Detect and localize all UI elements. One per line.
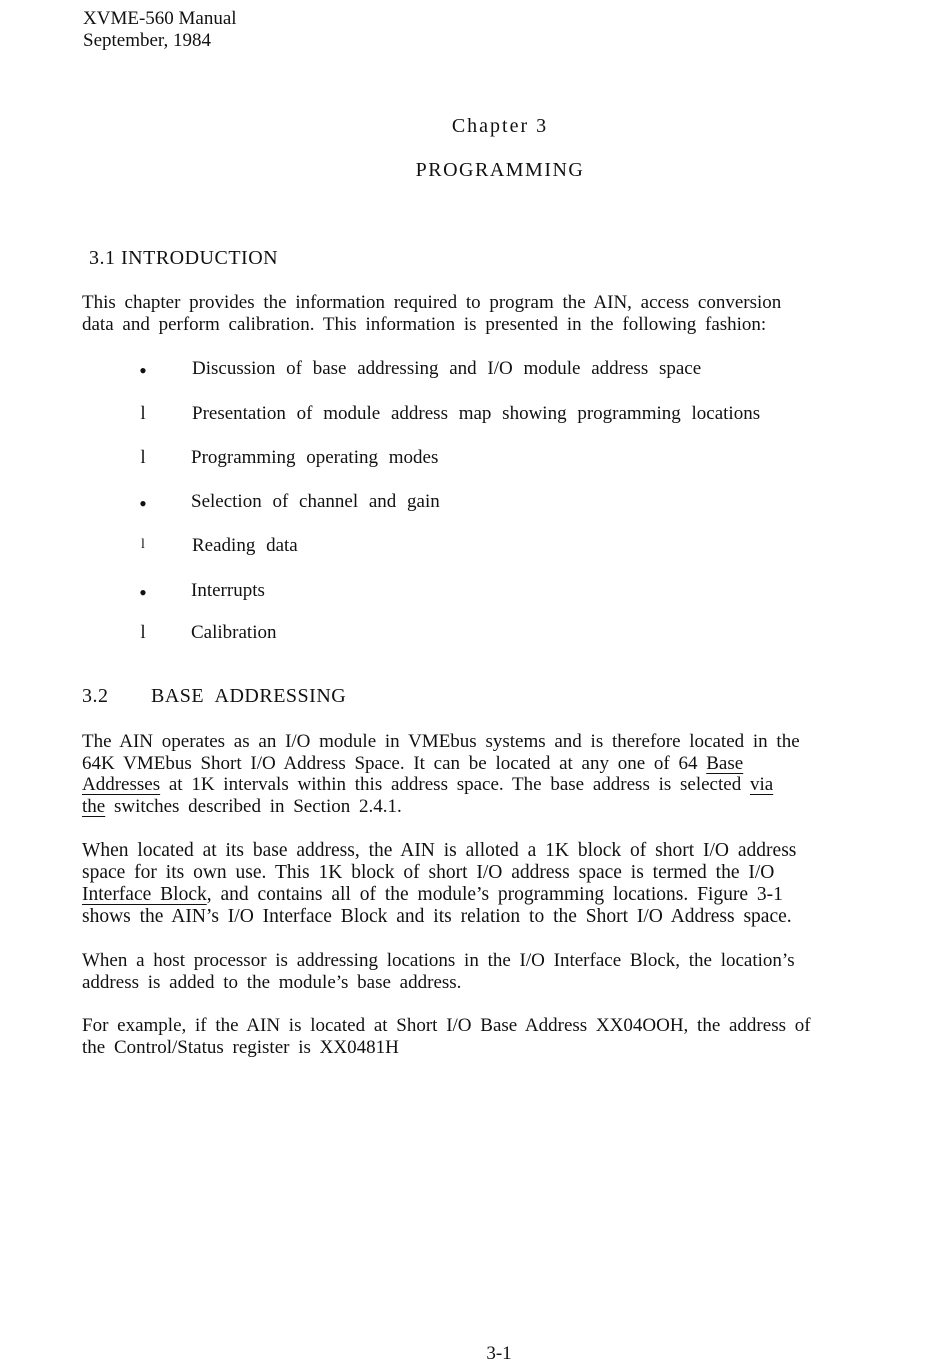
para4-line-2: the Control/Status register is XX0481H [82,1037,399,1058]
chapter-label: Chapter 3 [451,115,549,137]
list-item [0,533,950,559]
underlined-text: Base [706,752,744,774]
para3-line-2: address is added to the module’s base address. [82,972,462,993]
list-item-text: Discussion of base addressing and I/O module address space [192,358,702,379]
bullet-dot-icon [133,358,153,384]
intro-line-2: data and perform calibration. This information is presented in the following fashion: [82,314,767,335]
list-item-text: Selection of channel and gain [191,491,440,512]
list-item-text: Interrupts [191,580,265,601]
manual-title: XVME-560 Manual [83,8,237,29]
underlined-text: Interface Block [82,884,207,905]
para1-line-3-text: at 1K intervals within this address space. The base address is selected [160,774,750,795]
section-3-2-title: BASE ADDRESSING [151,685,347,707]
para1-line-1: The AIN operates as an I/O module in VMEbus systems and is therefore located in the [82,731,800,752]
intro-paragraph [82,292,781,336]
para1-line-2 [82,753,800,775]
list-item-text: Calibration [191,622,277,643]
section-3-1-heading: 3.1 INTRODUCTION [89,247,279,269]
list-item-marker: l [141,537,145,552]
para4-line-1: For example, if the AIN is located at Short I/O Base Address XX04OOH, the address of [82,1015,811,1036]
paragraph-base-addressing [82,731,800,817]
bullet-dot-icon [133,491,153,517]
para2-line-2: space for its own use. This 1K block of short I/O address space is termed the I/O [82,862,775,883]
underlined-text: via [749,774,774,795]
list-item [0,445,950,471]
para1-line-4 [82,796,800,818]
list-item [0,578,950,604]
paragraph-host-processor [82,950,795,994]
paragraph-example [82,1015,811,1059]
list-item [0,620,950,646]
underlined-text: the [82,795,106,817]
para1-line-2-text: 64K VMEbus Short I/O Address Space. It can be located at any one of 64 [82,752,707,774]
list-item-marker: l [140,403,146,424]
list-item [0,356,950,382]
para1-line-4-text: switches described in Section 2.4.1. [105,795,402,817]
list-item-text: Presentation of module address map showing programming locations [192,403,761,424]
chapter-title: PROGRAMMING [415,159,585,181]
bullet-dot-icon [133,580,153,606]
page-number: 3-1 [486,1343,512,1364]
para3-line-1: When a host processor is addressing locations in the I/O Interface Block, the location’s [82,950,795,971]
para2-line-4: shows the AIN’s I/O Interface Block and its relation to the Short I/O Address space. [82,906,792,927]
section-3-2-number: 3.2 [82,685,109,707]
list-item [0,489,950,515]
manual-date: September, 1984 [83,30,211,51]
list-item-text: Programming operating modes [191,447,439,468]
para2-line-3 [82,884,796,906]
para1-line-3 [82,774,800,796]
paragraph-io-interface-block [82,840,796,928]
list-item-text: Reading data [192,535,298,556]
list-item-marker: l [140,622,146,643]
list-item [0,401,950,427]
underlined-text: Addresses [82,774,161,795]
intro-line-1: This chapter provides the information required to program the AIN, access conversion [82,292,782,313]
list-item-marker: l [140,447,146,468]
para2-line-3-text: , and contains all of the module’s programming locations. Figure 3-1 [206,884,783,905]
para2-line-1: When located at its base address, the AIN is alloted a 1K block of short I/O address [82,840,797,861]
